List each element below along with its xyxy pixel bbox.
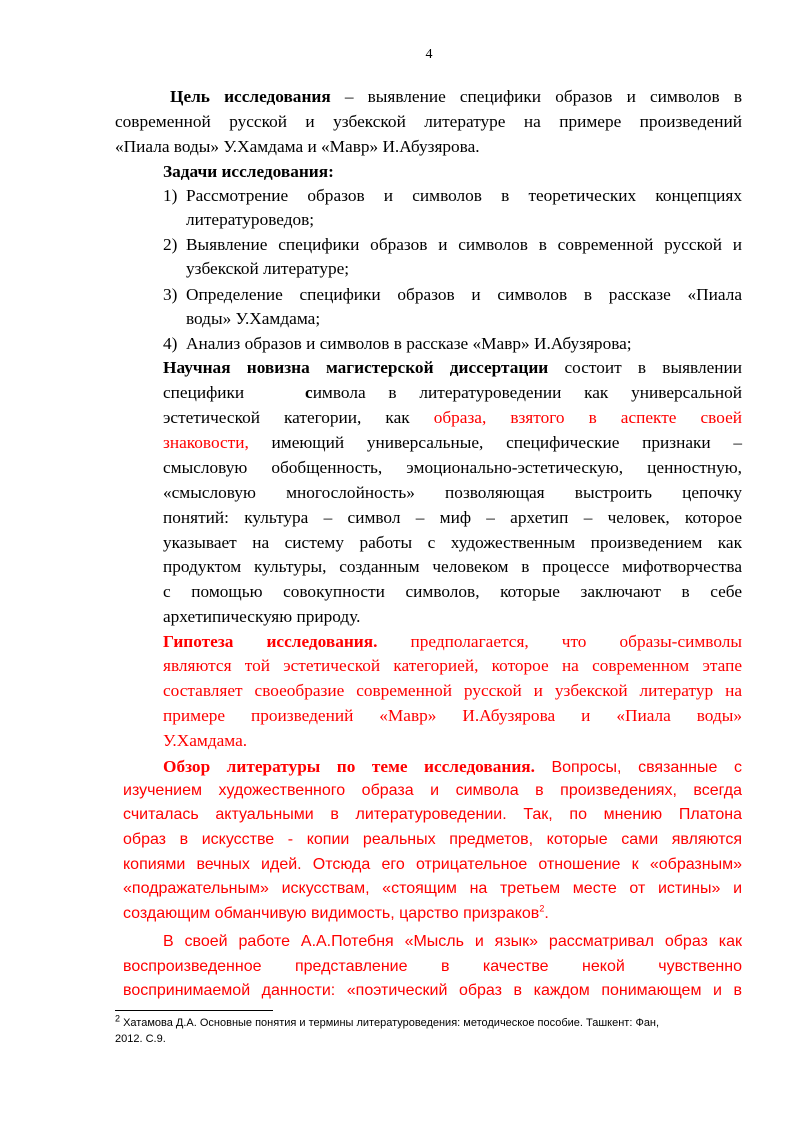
task-4-number: 4) bbox=[163, 334, 178, 353]
page-number: 4 bbox=[425, 47, 433, 62]
novelty-line-5: смысловую обобщенность, эмоционально-эстетическую, ценностную, bbox=[163, 458, 742, 477]
tasks-heading-text: Задачи исследования: bbox=[163, 162, 334, 181]
task-3-line-1: Определение специфики образов и символов в рассказе «Пиала bbox=[186, 285, 742, 304]
hypothesis-text-1: предполагается, что образы-символы bbox=[410, 632, 742, 651]
novelty-bold-letter: с bbox=[305, 383, 313, 402]
novelty-line-6: «смысловую многослойность» позволяющая выстроить цепочку bbox=[163, 483, 742, 502]
task-1-line-2: литературоведов; bbox=[186, 210, 315, 229]
review-line-7 bbox=[123, 902, 549, 926]
goal-text-1: – выявление специфики образов и символов в bbox=[344, 87, 743, 106]
footnote-separator bbox=[115, 1010, 273, 1011]
hypothesis-line-1 bbox=[163, 630, 742, 654]
novelty-text-4a: знаковости, bbox=[163, 433, 249, 452]
hypothesis-line-5: У.Хамдама. bbox=[163, 731, 248, 750]
novelty-label: Научная новизна магистерской диссертации bbox=[163, 358, 549, 377]
footnote-mark: 2 bbox=[115, 1013, 121, 1024]
task-4-line-1: Анализ образов и символов в рассказе «Мавр» И.Абузярова; bbox=[186, 334, 632, 353]
hypothesis-line-2: являются той эстетической категорией, которое на современном этапе bbox=[163, 656, 742, 675]
footnote-text-1: Хатамова Д.А. Основные понятия и термины литературоведения: методическое пособие. Ташкент: Фан, bbox=[120, 1017, 660, 1029]
task-2-number: 2) bbox=[163, 235, 178, 254]
task-1-number: 1) bbox=[163, 186, 178, 205]
novelty-line-11: архетипическуяю природу. bbox=[163, 607, 361, 626]
novelty-line-8: указывает на систему работы с художественным произведением как bbox=[163, 533, 742, 552]
potebnya-line-3: воспринимаемой данности: «поэтический образ в каждом понимающем и в bbox=[123, 982, 742, 999]
hypothesis-line-4: примере произведений «Мавр» И.Абузярова и «Пиала воды» bbox=[163, 706, 742, 725]
tasks-heading bbox=[163, 160, 334, 184]
novelty-text-3b: образа, взятого в аспекте своей bbox=[433, 408, 742, 427]
novelty-text-2c: имвола в литературоведении как универсальной bbox=[312, 383, 742, 402]
review-line-3: считалась актуальными в литературоведении. Так, по мнению Платона bbox=[123, 806, 742, 823]
task-2-line-1: Выявление специфики образов и символов в современной русской и bbox=[186, 235, 742, 254]
task-3-number: 3) bbox=[163, 285, 178, 304]
footnote-line-1 bbox=[115, 1015, 659, 1032]
novelty-line-7: понятий: культура – символ – миф – архетип – человек, которое bbox=[163, 508, 742, 527]
review-line-4: образ в искусстве - копии реальных предметов, которые сами являются bbox=[123, 831, 742, 848]
potebnya-line-2: воспроизведенное представление в качестве некой чувственно bbox=[123, 958, 742, 975]
footnote-line-2: 2012. С.9. bbox=[115, 1033, 166, 1045]
task-3-line-2: воды» У.Хамдама; bbox=[186, 309, 321, 328]
goal-line-2: современной русской и узбекской литературе на примере произведений bbox=[115, 112, 742, 131]
novelty-line-10: с помощью совокупности символов, которые заключают в себе bbox=[163, 582, 742, 601]
goal-line-3: «Пиала воды» У.Хамдама и «Мавр» И.Абузярова. bbox=[115, 137, 480, 156]
review-line-6: «подражательным» искусствам, «стоящим на третьем месте от истины» и bbox=[123, 880, 742, 897]
novelty-line-4 bbox=[163, 431, 742, 455]
goal-label: Цель исследования bbox=[170, 87, 331, 106]
novelty-line-2 bbox=[163, 381, 742, 405]
potebnya-line-1: В своей работе А.А.Потебня «Мысль и язык» рассматривал образ как bbox=[163, 933, 742, 950]
novelty-text-4b: имеющий универсальные, специфические признаки – bbox=[271, 433, 742, 452]
task-1-line-1: Рассмотрение образов и символов в теоретических концепциях bbox=[186, 186, 742, 205]
novelty-text-1: состоит в выявлении bbox=[564, 358, 742, 377]
novelty-line-3 bbox=[163, 406, 742, 430]
novelty-line-1 bbox=[163, 356, 742, 380]
goal-line-1 bbox=[170, 85, 742, 109]
review-text-7: создающим обманчивую видимость, царство призраков bbox=[123, 905, 540, 922]
review-line-1 bbox=[163, 755, 742, 780]
review-line-5: копиями вечных идей. Отсюда его отрицательное отношение к «образным» bbox=[123, 856, 742, 873]
review-label: Обзор литературы по теме исследования. bbox=[163, 757, 535, 776]
review-text-1: Вопросы, связанные с bbox=[551, 759, 743, 776]
hypothesis-label: Гипотеза исследования. bbox=[163, 632, 378, 651]
review-line-2: изучением художественного образа и символа в произведениях, всегда bbox=[123, 782, 742, 799]
task-2-line-2: узбекской литературе; bbox=[186, 259, 350, 278]
review-text-7-end: . bbox=[544, 905, 549, 922]
footnote-ref-2: 2 bbox=[539, 903, 545, 914]
hypothesis-line-3: составляет своеобразие современной русской и узбекской литератур на bbox=[163, 681, 742, 700]
novelty-text-3a: эстетической категории, как bbox=[163, 408, 410, 427]
novelty-line-9: продуктом культуры, созданным человеком в процессе мифотворчества bbox=[163, 557, 742, 576]
novelty-text-2a: специфики bbox=[163, 383, 245, 402]
